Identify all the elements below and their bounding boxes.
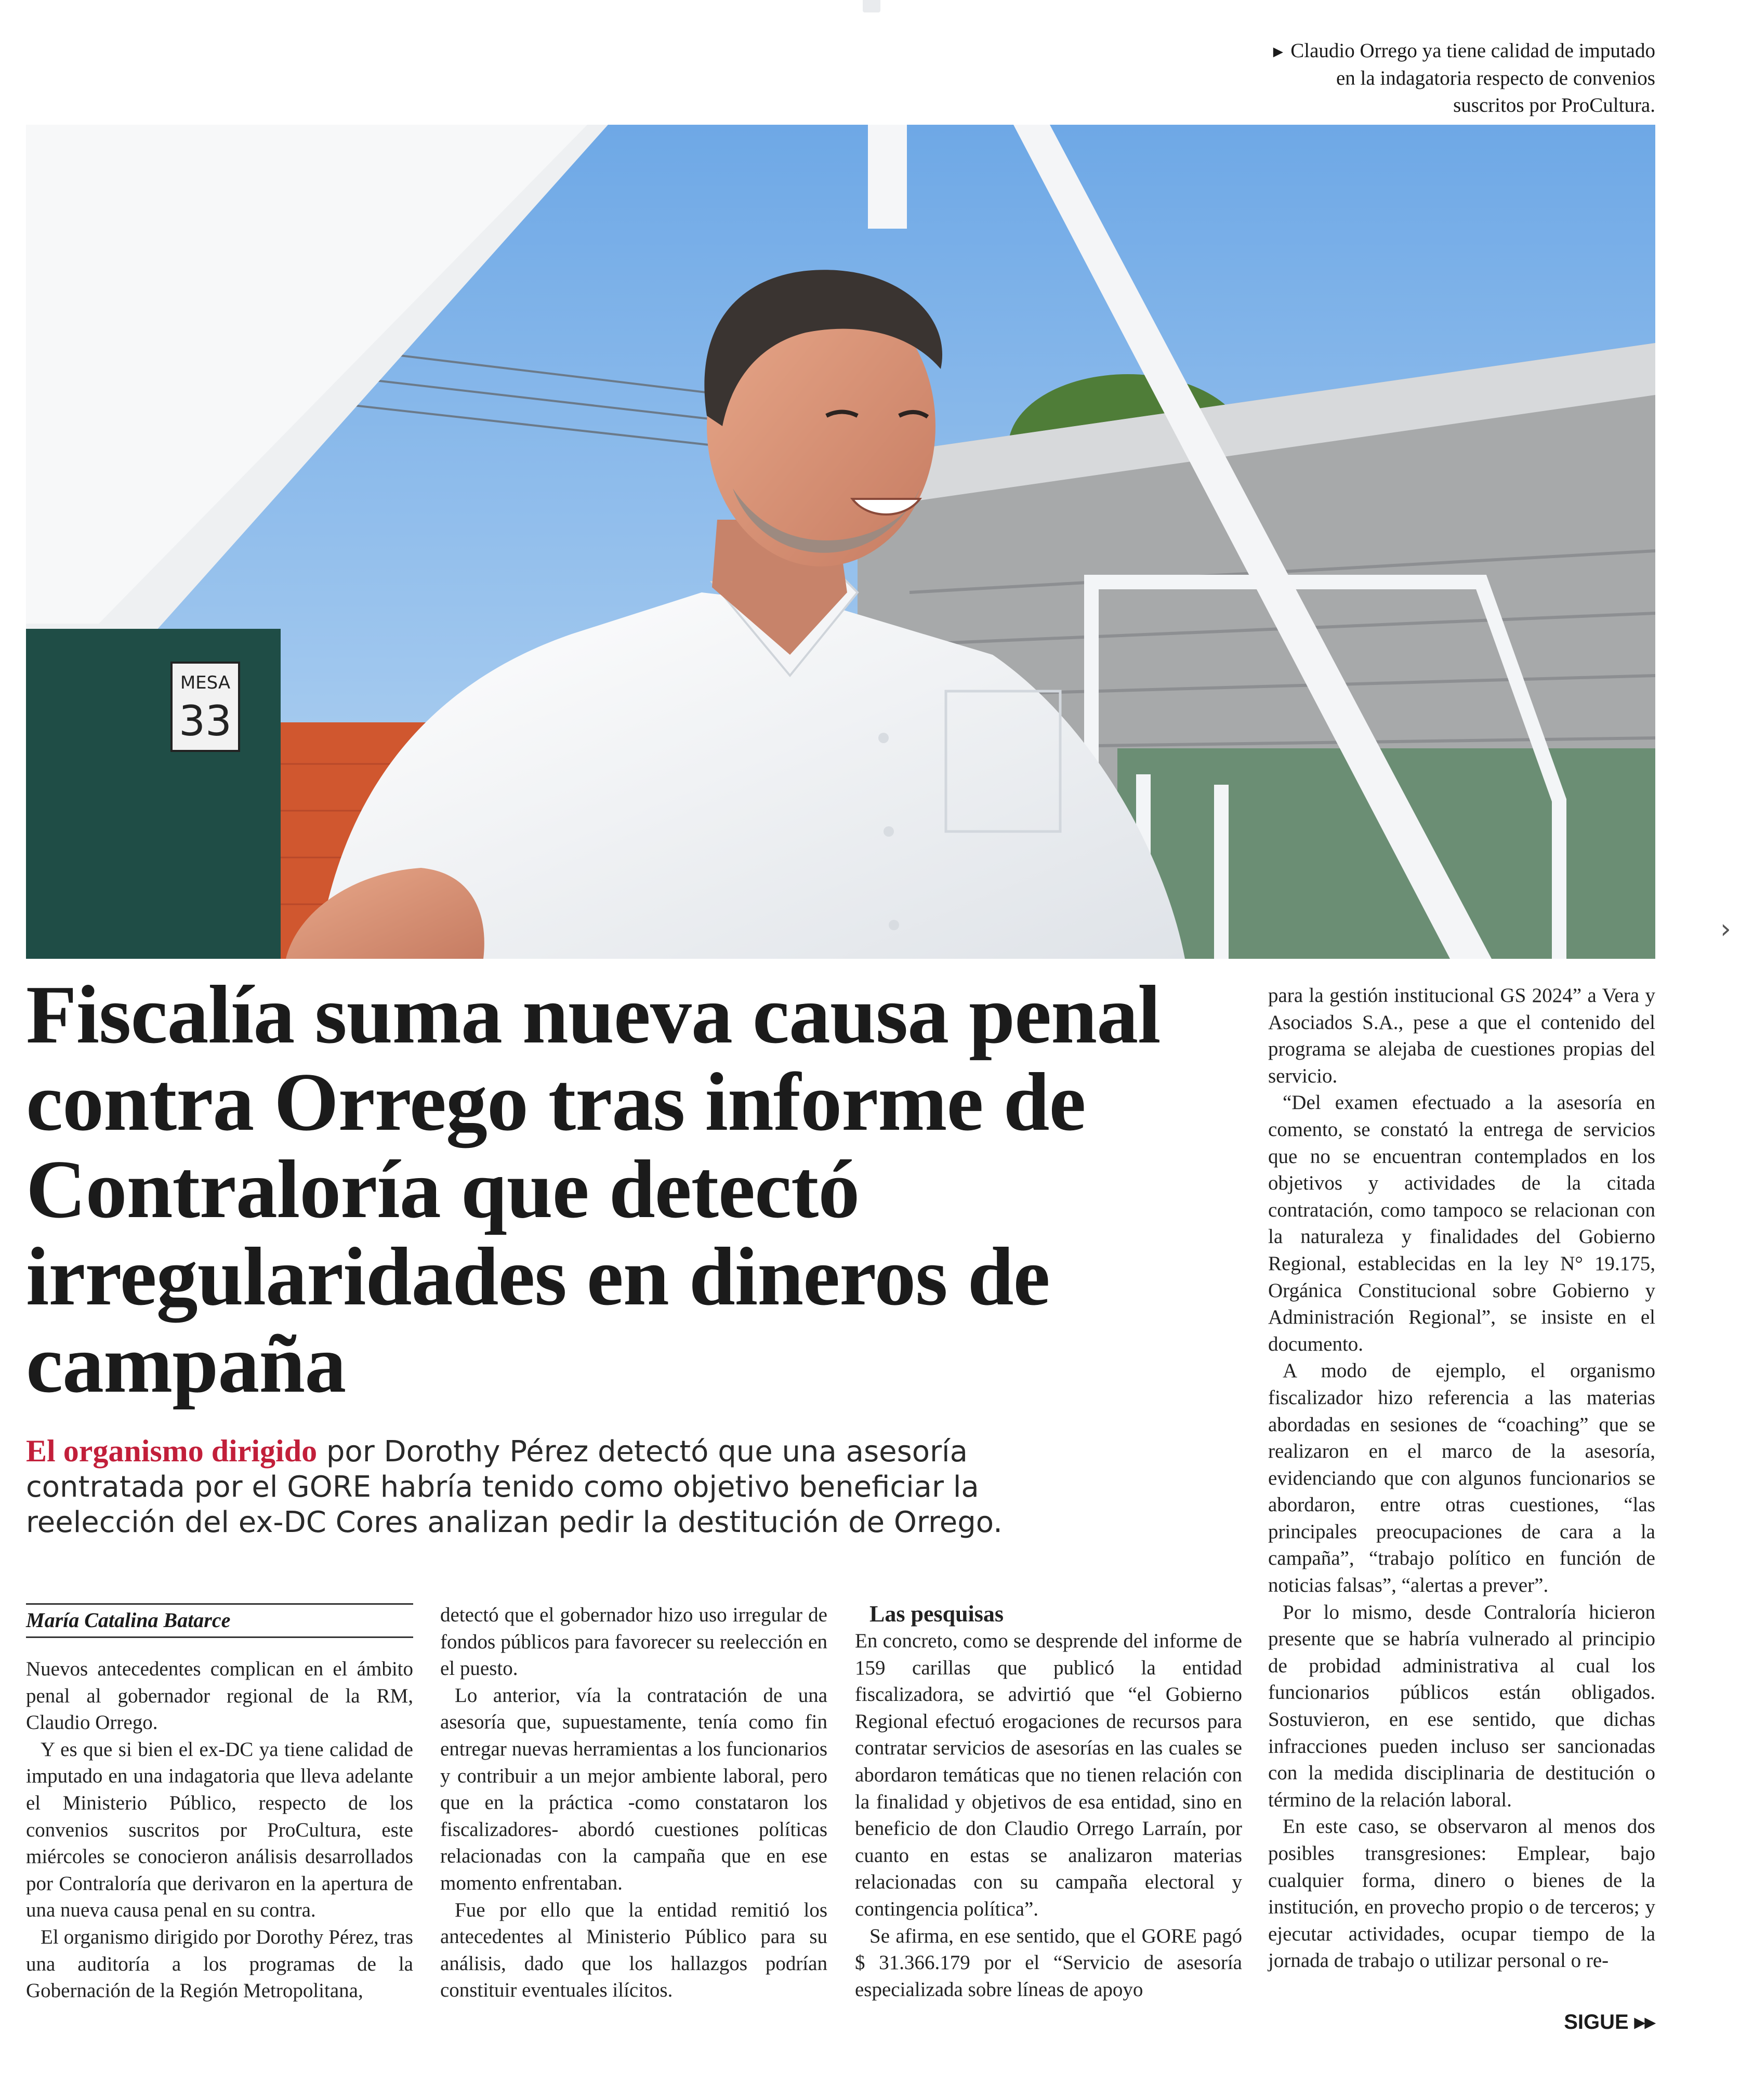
- sign-label-mesa: MESA: [180, 672, 231, 693]
- paragraph: detectó que el gobernador hizo uso irregular de fondos públicos para favorecer su reelección en el puesto.: [440, 1604, 827, 1680]
- caption-arrow-icon: ►: [1270, 42, 1287, 61]
- paragraph: En concreto, como se desprende del informe de 159 carillas que publicó la entidad fiscalizadora, se advirtió que “el Gobierno Regional efectuó erogaciones de recursos para contratar servicios de asesorías en las cuales se abordaron temáticas que no tienen relación con la finalidad y objetivos de esa entidad, sino en beneficio de don Claudio Orrego Larraín, por cuanto en estas se analizaron materias relacionadas con su campaña electoral y contingencia política”.: [855, 1630, 1242, 1920]
- sign-label-number: 33: [179, 697, 232, 745]
- article-photo: [26, 125, 1655, 959]
- paragraph: para la gestión institucional GS 2024” a Vera y Asociados S.A., pese a que el contenido del programa se alejaba de cuestiones propias del servicio.: [1268, 984, 1655, 1087]
- article-headline: Fiscalía suma nueva causa penal contra Orrego tras informe de Contraloría que detectó irregularidades en dineros de campaña: [26, 968, 1161, 1410]
- section-subhead: Las pesquisas: [869, 1601, 1004, 1627]
- author-byline: María Catalina Batarce: [26, 1603, 413, 1638]
- paragraph: El organismo dirigido por Dorothy Pérez, tras una auditoría a los programas de la Gobernación de la Región Metropolitana,: [26, 1925, 413, 2002]
- article-column-4: [1268, 982, 1655, 1974]
- deck-text: por Dorothy Pérez detectó que una asesoría contratada por el GORE habría tenido como objetivo beneficiar la reelección del ex-DC Cores analizan pedir la destitución de Orrego.: [26, 1435, 1003, 1539]
- paragraph: Por lo mismo, desde Contraloría hicieron presente que se habría vulnerado al principio de probidad administrativa al cual los funcionarios públicos están obligados. Sostuvieron, en ese sentido, que dichas infracciones pueden incluso ser sancionadas con la medida disciplinaria de destitución o término de la relación laboral.: [1268, 1601, 1655, 1811]
- paragraph: A modo de ejemplo, el organismo fiscalizador hizo referencia a las materias abordadas en sesiones de “coaching” que se realizaron en el marco de la asesoría, evidenciando que con algunos funcionarios se abordaron, entre otras cuestiones, “las principales preocupaciones de cara a la campaña”, “trabajo político en función de noticias falsas”, “alertas a prever”.: [1268, 1359, 1655, 1597]
- scroll-tab-indicator[interactable]: [863, 0, 880, 12]
- paragraph: Y es que si bien el ex-DC ya tiene calidad de imputado en una indagatoria que lleva adelante el Ministerio Público, respecto de los convenios suscritos por ProCultura, este miércoles se conocieron análisis desarrollados por Contraloría que derivaron en la apertura de una nueva causa penal en su contra.: [26, 1738, 413, 1922]
- paragraph: Lo anterior, vía la contratación de una asesoría que, supuestamente, tenía como fin entregar nuevas herramientas a los funcionarios y contribuir a un mejor ambiente laboral, pero que en la práctica -como constataron los fiscalizadores- abordó cuestiones políticas relacionadas con la campaña que en ese momento enfrentaban.: [440, 1684, 827, 1894]
- continues-marker: SIGUE ▸▸: [1564, 2011, 1655, 2033]
- paragraph: Se afirma, en ese sentido, que el GORE pagó $ 31.366.179 por el “Servicio de asesoría especializada sobre líneas de apoyo: [855, 1924, 1242, 2001]
- photo-caption: [1260, 37, 1655, 119]
- photo-illustration: [26, 125, 1655, 959]
- article-column-3: [855, 1601, 1242, 2003]
- article-deck: [26, 1433, 1065, 1540]
- article-column-2: [440, 1602, 827, 2004]
- paragraph: “Del examen efectuado a la asesoría en comento, se constató la entrega de servicios que no se encuentran contemplados en los objetivos y actividades de la citada contratación, como tampoco se relacionan con la naturaleza y finalidades del Gobierno Regional, establecidas en la ley N° 19.175, Orgánica Constitucional sobre Gobierno y Administración Regional”, se insiste en el documento.: [1268, 1091, 1655, 1355]
- paragraph: Nuevos antecedentes complican en el ámbito penal al gobernador regional de la RM, Claudio Orrego.: [26, 1658, 413, 1734]
- caption-text: Claudio Orrego ya tiene calidad de imputado en la indagatoria respecto de convenios suscritos por ProCultura.: [1290, 39, 1655, 116]
- article-column-1: [26, 1656, 413, 2004]
- paragraph: Fue por ello que la entidad remitió los antecedentes al Ministerio Público para su análisis, dado que los hallazgos podrían constituir eventuales ilícitos.: [440, 1898, 827, 2002]
- deck-lead: El organismo dirigido: [26, 1434, 318, 1468]
- paragraph: En este caso, se observaron al menos dos posibles transgresiones: Emplear, bajo cualquier forma, dinero o bienes de la institución, en provecho propio o de terceros; y ejecutar actividades, ocupar tiempo de la jornada de trabajo o utilizar personal o re-: [1268, 1815, 1655, 1972]
- next-page-chevron-icon[interactable]: ›: [1720, 914, 1731, 945]
